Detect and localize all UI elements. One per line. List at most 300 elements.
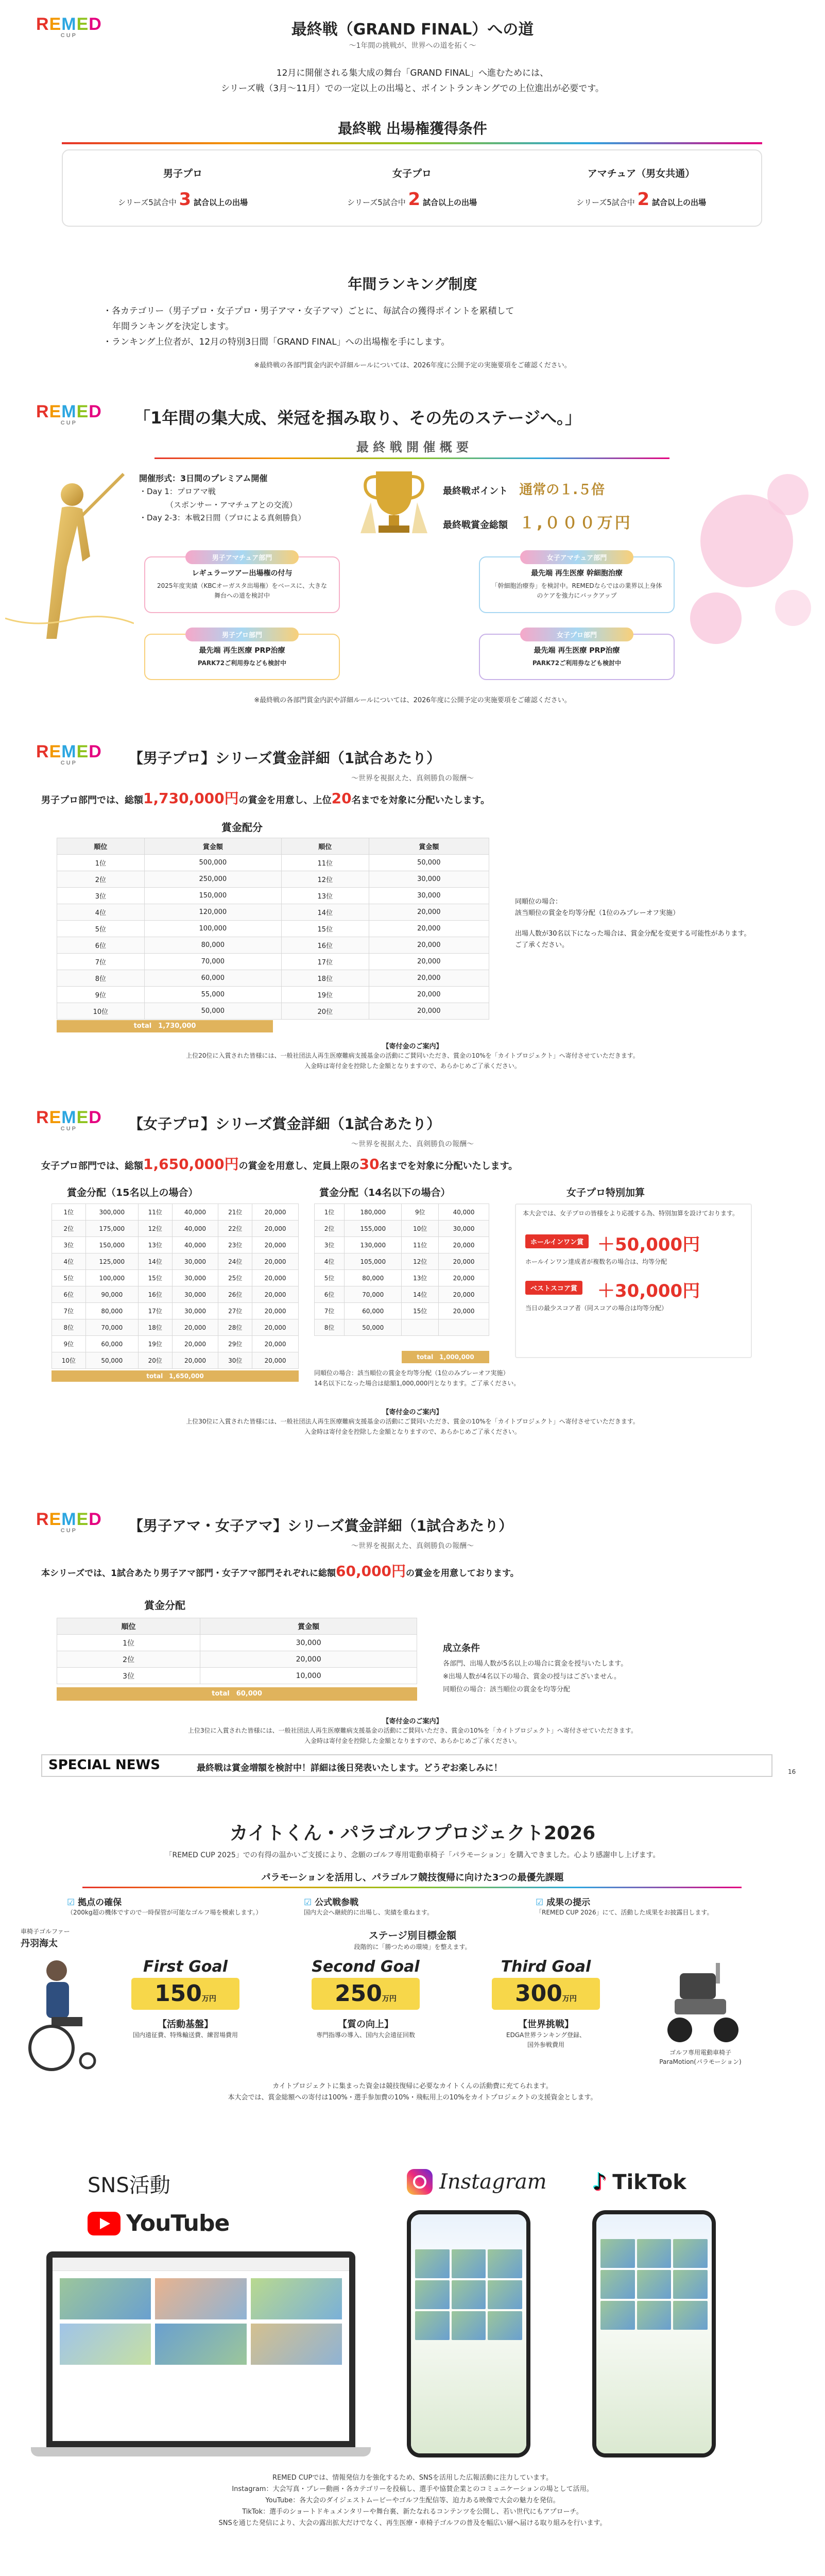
table-row: [52, 1221, 299, 1237]
table-row: [57, 987, 489, 1003]
special-news-label: SPECIAL NEWS: [48, 1757, 160, 1773]
prize-cell: 70,000: [85, 1319, 138, 1336]
table-row: [57, 937, 489, 954]
ama-total: total 60,000: [57, 1687, 417, 1701]
rank-cell: 9位: [52, 1336, 86, 1352]
women-section: [0, 1108, 825, 1499]
rank-cell: 5位: [57, 921, 145, 937]
table-row: [315, 1237, 489, 1253]
prize-cell: 150,000: [85, 1237, 138, 1253]
kaito-point-3: [536, 1895, 762, 1918]
goal-amount-box: [131, 1978, 239, 2010]
table-row: [315, 1221, 489, 1237]
men-subtitle: 〜世界を視据えた、真剣勝負の報酬〜: [351, 774, 474, 783]
women-donate-1: 上位30位に入賞された皆様には、一般社団法人再生医療難病支援基金の活動にご賛同いただき、賞金の10%を「カイトプロジェクト」へ寄付させていただきます。: [186, 1418, 639, 1425]
youtube-wordmark: YouTube: [126, 2210, 230, 2236]
rank-cell: 18位: [138, 1319, 172, 1336]
rank-cell: 4位: [315, 1253, 345, 1270]
prize-cell: 20,000: [252, 1237, 299, 1253]
women-side-note-2: 14名以下になった場合は総額1,000,000円となります。ご了承ください。: [314, 1380, 520, 1387]
person-name: 丹羽海太: [21, 1938, 58, 1949]
table-row: [57, 970, 489, 987]
men-donate-1: 上位20位に入賞された皆様には、一般社団法人再生医療難病支援基金の活動にご賛同いただき、賞金の10%を「カイトプロジェクト」へ寄付させていただきます。: [186, 1052, 639, 1059]
kaito-foot-1: カイトプロジェクトに集まった資金は競技復帰に必要なカイトくんの活動費に充てられます。: [272, 2082, 553, 2090]
men-side-3: 出場人数が30名以下になった場合は、賞金分配を変更する可能性があります。ご了承ください。: [515, 930, 751, 950]
table-row: [52, 1303, 299, 1319]
goal-line: 専門指導の導入、国内大会遠征回数: [316, 2031, 415, 2039]
bubbles-decoration-icon: [685, 464, 824, 659]
prize-cell: 50,000: [369, 855, 489, 871]
prize-cell: [439, 1319, 489, 1336]
rank-cell: 10位: [52, 1352, 86, 1369]
goal-head: 【活動基盤】: [158, 2019, 213, 2030]
final-intro-1: 12月に開催される集大成の舞台「GRAND FINAL」へ進むためには、: [276, 68, 549, 78]
prize-cell: 20,000: [369, 987, 489, 1003]
prize-cell: 70,000: [144, 954, 281, 970]
prize-cell: 30,000: [172, 1270, 218, 1286]
point-title: ☑ 成果の提示: [536, 1897, 591, 1908]
instagram-logo: [407, 2169, 547, 2195]
table-row: [52, 1204, 299, 1221]
prize-cell: 80,000: [345, 1270, 402, 1286]
rank-cell: 12位: [281, 871, 369, 888]
women-title: 【女子プロ】シリーズ賞金詳細（1試合あたり）: [129, 1115, 441, 1132]
award-pill: 女子アマチュア部門: [520, 550, 633, 564]
point-text: 「REMED CUP 2026」にて、活動した成果をお披露目します。: [536, 1909, 713, 1916]
women-table-c-title: 女子プロ特別加算: [566, 1187, 645, 1198]
rank-cell: 18位: [281, 970, 369, 987]
prize-cell: 20,000: [252, 1270, 299, 1286]
prize-cell: 30,000: [369, 888, 489, 904]
sns-section: [0, 2169, 825, 2530]
ama-table-title: 賞金分配: [144, 1599, 185, 1612]
rank-cell: 14位: [281, 904, 369, 921]
schedule-block: [139, 471, 335, 525]
sns-p3: YouTube：各大会のダイジェストムービーやゴルフ生配信等、迫力ある映像で大会の魅力を発信。: [265, 2497, 560, 2504]
paramotion-wheelchair-icon: [649, 1958, 752, 2045]
overview-headline: 「1年間の集大成、栄冠を掴み取り、その先のステージへ。」: [134, 408, 581, 428]
prize-cell: 20,000: [252, 1221, 299, 1237]
goal-line: 国外参戦費用: [527, 2041, 564, 2049]
condition-post: 試合以上の出場: [652, 198, 707, 207]
remed-cup-logo: REMED CUP: [36, 402, 102, 426]
condition-title-bar: [62, 142, 762, 144]
women-subtitle: 〜世界を視据えた、真剣勝負の報酬〜: [351, 1140, 474, 1148]
ranking-bullet: 年間ランキングを決定します。: [112, 321, 234, 332]
prize-cell: 40,000: [172, 1237, 218, 1253]
prize-cell: 20,000: [439, 1270, 489, 1286]
men-table-title: 賞金配分: [221, 821, 263, 834]
kaito-intro: 「REMED CUP 2025」での有得の温かいご支援により、念願のゴルフ専用電動車椅子「パラモーション」を購入できました。心より感謝申し上げます。: [165, 1851, 660, 1859]
condition-pre: シリーズ5試合中: [576, 198, 635, 207]
instagram-wordmark: Instagram: [439, 2170, 547, 2194]
sns-p5: SNSを通じた発信により、大会の露出拡大だけでなく、再生医療・車椅子ゴルフの普及を幅広い層へ届ける取り組みを行います。: [218, 2519, 607, 2527]
rank-cell: 12位: [138, 1221, 172, 1237]
award-text: 「幹細胞治療券」を検討中。REMEDならではの業界以上身体のケアを強力にバックアップ: [491, 582, 662, 600]
sns-p1: REMED CUPでは、情報発信力を強化するため、SNSを活用した広報活動に注力しています。: [272, 2474, 553, 2482]
condition-label: 女子プロ: [392, 168, 432, 179]
women-table-b-title: 賞金分配（14名以下の場合）: [319, 1187, 451, 1198]
women-bonus2-value: ＋30,000円: [597, 1281, 700, 1301]
women-bonus1-note: ホールインワン達成者が複数名の場合は、均等分配: [525, 1258, 667, 1265]
prize-cell: 20,000: [252, 1204, 299, 1221]
rank-cell: 1位: [57, 855, 145, 871]
women-bonus1-value: ＋50,000円: [597, 1234, 700, 1255]
goal-third: [489, 1958, 603, 2050]
prize-cell: 20,000: [369, 1003, 489, 1020]
rank-cell: 8位: [52, 1319, 86, 1336]
ama-donate-1: 上位3位に入賞された皆様には、一般社団法人再生医療難病支援基金の活動にご賛同いただき、賞金の10%を「カイトプロジェクト」へ寄付させていただきます。: [188, 1727, 637, 1734]
rank-cell: 9位: [57, 987, 145, 1003]
award-pill: 男子プロ部門: [185, 628, 299, 641]
prize-cell: 60,000: [85, 1336, 138, 1352]
women-lead: 女子プロ部門では、総額1,650,000円の賞金を用意し、定員上限の30名までを対象に分配いたします。: [41, 1156, 518, 1173]
table-row: [52, 1286, 299, 1303]
goal-first: [129, 1958, 242, 2040]
rank-cell: 14位: [138, 1253, 172, 1270]
remed-cup-logo: REMED CUP: [36, 1108, 102, 1132]
schedule-day1: ・Day 1：プロアマ戦: [139, 487, 216, 497]
women-prize-table-b: [314, 1204, 489, 1336]
prize-cell: 40,000: [172, 1204, 218, 1221]
condition-men-pro: [72, 166, 294, 210]
prize-cell: 130,000: [345, 1237, 402, 1253]
prize-cell: 20,000: [252, 1352, 299, 1369]
prize-cell: 105,000: [345, 1253, 402, 1270]
prize-cell: 20,000: [200, 1651, 417, 1668]
ranking-title: 年間ランキング制度: [348, 276, 477, 293]
table-row: [57, 1651, 417, 1668]
rank-cell: 13位: [138, 1237, 172, 1253]
goal-amount: 250: [335, 1980, 382, 2007]
instagram-icon: [407, 2169, 433, 2195]
ama-subtitle: 〜世界を視据えた、真剣勝負の報酬〜: [351, 1542, 474, 1550]
page-number: 16: [788, 1768, 796, 1775]
ranking-bullets: [103, 304, 721, 350]
prize-cell: 50,000: [345, 1319, 402, 1336]
ranking-bullet: ・ランキング上位者が、12月の特別3日間「GRAND FINAL」への出場権を手にします。: [103, 336, 450, 347]
men-donate-2: 入金時は寄付金を控除した金額となりますので、あらかじめご了承ください。: [304, 1062, 521, 1070]
prize-label: 最終戦賞金総額: [443, 520, 508, 531]
men-total: total 1,730,000: [57, 1020, 273, 1032]
table-row: [52, 1237, 299, 1253]
rank-cell: 5位: [52, 1270, 86, 1286]
person-role: 車椅子ゴルファー: [21, 1928, 70, 1935]
table-row: [57, 954, 489, 970]
award-title: 最先端 再生医療 幹細胞治療: [531, 569, 623, 578]
prize-cell: 80,000: [144, 937, 281, 954]
point-text: 国内大会へ継続的に出場し、実績を重ねます。: [304, 1909, 434, 1916]
youtube-logo: [88, 2210, 229, 2236]
prize-row: [443, 510, 632, 533]
prize-cell: 55,000: [144, 987, 281, 1003]
rank-cell: 13位: [281, 888, 369, 904]
award-title: 最先端 再生医療 PRP治療: [199, 647, 285, 655]
men-section: [0, 742, 825, 1070]
col-rank: 順位: [57, 1618, 200, 1635]
prize-cell: 50,000: [85, 1352, 138, 1369]
prize-cell: 40,000: [439, 1204, 489, 1221]
award-text: PARK72ご利用券なども検討中: [197, 659, 287, 667]
men-side-1: 同順位の場合：: [515, 898, 562, 906]
prize-cell: 155,000: [345, 1221, 402, 1237]
goal-line: EDGA世界ランキング登録、: [506, 2031, 586, 2039]
prize-cell: 120,000: [144, 904, 281, 921]
kaito-foot-2: 本大会では、賞金総額への寄付は100%・選手参加費の10%・飛転用上の10%をカイトプロジェクトの支援資金とします。: [228, 2094, 597, 2102]
prize-cell: 20,000: [252, 1336, 299, 1352]
rank-cell: 3位: [52, 1237, 86, 1253]
final-intro-2: シリーズ戦（3月〜11月）での一定以上の出場と、ポイントランキングでの上位進出が必要です。: [221, 83, 604, 94]
rank-cell: 7位: [52, 1303, 86, 1319]
final-title: 最終戦（GRAND FINAL）への道: [291, 21, 534, 39]
table-row: [52, 1352, 299, 1369]
prize-cell: 80,000: [85, 1303, 138, 1319]
laptop-base: [31, 2447, 371, 2456]
rank-cell: 2位: [57, 1651, 200, 1668]
laptop-mockup: [46, 2251, 355, 2447]
kaito-point-2: [304, 1895, 520, 1918]
goal-label: Second Goal: [312, 1958, 420, 1976]
rank-cell: 23位: [218, 1237, 252, 1253]
schedule-title: 開催形式：3日間のプレミアム開催: [139, 473, 268, 483]
rank-cell: 3位: [57, 1668, 200, 1684]
prize-cell: 20,000: [252, 1303, 299, 1319]
women-side-note: 同順位の場合：該当順位の賞金を均等分配（1位のみプレーオフ実施）: [314, 1369, 509, 1377]
tiktok-phone-mockup: [592, 2210, 716, 2458]
ama-title: 【男子アマ・女子アマ】シリーズ賞金詳細（1試合あたり）: [129, 1517, 513, 1534]
rank-cell: 7位: [315, 1303, 345, 1319]
rank-cell: 17位: [281, 954, 369, 970]
table-row: [52, 1336, 299, 1352]
table-row: [315, 1303, 489, 1319]
rank-cell: 30位: [218, 1352, 252, 1369]
ama-donate-2: 入金時は寄付金を控除した金額となりますので、あらかじめご了承ください。: [304, 1737, 521, 1744]
prize-cell: 125,000: [85, 1253, 138, 1270]
rank-cell: 3位: [57, 888, 145, 904]
condition-women-pro: [301, 166, 523, 210]
women-bonus-note: 本大会では、女子プロの皆様をより応援する為、特別加算を設けております。: [523, 1210, 739, 1217]
ama-cond-1: 各部門、出場人数が5名以上の場合に賞金を授与いたします。: [443, 1660, 628, 1668]
point-title: ☑ 公式戦参戦: [304, 1897, 359, 1908]
ama-cond-2: ※出場人数が4名以下の場合、賞金の授与はございません。: [443, 1673, 621, 1681]
condition-post: 試合以上の出場: [194, 198, 248, 207]
prize-cell: 10,000: [200, 1668, 417, 1684]
award-title: レギュラーツアー出場権の付与: [192, 569, 293, 578]
rank-cell: 22位: [218, 1221, 252, 1237]
table-row: [315, 1253, 489, 1270]
goal-label: First Goal: [143, 1958, 228, 1976]
rank-cell: 10位: [402, 1221, 439, 1237]
ama-cond-title: 成立条件: [443, 1643, 480, 1654]
rank-cell: 25位: [218, 1270, 252, 1286]
final-section: [0, 0, 825, 381]
table-row: [57, 855, 489, 871]
ama-lead: 本シリーズでは、1試合あたり男子アマ部門・女子アマ部門それぞれに総額60,000円の賞金を用意しております。: [41, 1563, 519, 1580]
prize-cell: 20,000: [439, 1303, 489, 1319]
award-title: 最先端 再生医療 PRP治療: [534, 647, 620, 655]
condition-label: 男子プロ: [163, 168, 202, 179]
prize-cell: 20,000: [369, 937, 489, 954]
rank-cell: [402, 1319, 439, 1336]
goal-amount-box: [312, 1978, 420, 2010]
men-lead: 男子プロ部門では、総額1,730,000円の賞金を用意し、上位20名までを対象に分配いたします。: [41, 790, 490, 807]
prize-cell: 20,000: [172, 1319, 218, 1336]
goal-amount: 150: [154, 1980, 202, 2007]
check-icon: ☑: [67, 1897, 75, 1908]
rank-cell: 8位: [57, 970, 145, 987]
check-icon: ☑: [304, 1897, 312, 1908]
points-label: 最終戦ポイント: [443, 486, 508, 497]
goal-unit: 万円: [382, 1995, 397, 2003]
kaito-sub: パラモーションを活用し、パラゴルフ競技復帰に向けた3つの最優先課題: [261, 1872, 564, 1883]
table-row: [57, 1003, 489, 1020]
women-donate-2: 入金時は寄付金を控除した金額となりますので、あらかじめご了承ください。: [304, 1428, 521, 1435]
points-row: [443, 479, 605, 498]
award-text: PARK72ご利用券なども検討中: [532, 659, 622, 667]
women-total-a: total 1,650,000: [51, 1370, 299, 1382]
award-text: 2025年度実績（KBCオーガスタ出場権）をベースに、大きな舞台への道を検討中: [157, 582, 327, 600]
final-note: ※最終戦の各部門賞金内訳や詳細ルールについては、2026年度に公開予定の実施要項をご確認ください。: [254, 362, 571, 369]
goal-line: 国内遠征費、特殊輸送費、練習場費用: [132, 2031, 238, 2039]
prize-cell: 100,000: [85, 1270, 138, 1286]
men-side-2: 該当順位の賞金を均等分配（1位のみプレーオフ実施）: [515, 909, 680, 918]
col-prize: 賞金額: [369, 838, 489, 855]
rank-cell: 27位: [218, 1303, 252, 1319]
amateur-section: [0, 1510, 825, 1798]
rank-cell: 2位: [52, 1221, 86, 1237]
prize-cell: 50,000: [144, 1003, 281, 1020]
rank-cell: 1位: [57, 1635, 200, 1651]
prize-cell: 20,000: [252, 1319, 299, 1336]
overview-title: 最 終 戦 開 催 概 要: [356, 440, 469, 454]
prize-cell: 30,000: [172, 1253, 218, 1270]
col-rank: 順位: [281, 838, 369, 855]
award-pill: 女子プロ部門: [520, 628, 633, 641]
rank-cell: 17位: [138, 1303, 172, 1319]
women-bonus1-label: ホールインワン賞: [525, 1234, 589, 1248]
prize-cell: 40,000: [172, 1221, 218, 1237]
rank-cell: 15位: [138, 1270, 172, 1286]
final-condition-title: 最終戦 出場権獲得条件: [338, 120, 487, 137]
tiktok-icon: ♪: [592, 2169, 607, 2195]
rank-cell: 15位: [281, 921, 369, 937]
prize-cell: 100,000: [144, 921, 281, 937]
rank-cell: 26位: [218, 1286, 252, 1303]
prize-value: １,０００万円: [519, 514, 632, 532]
rank-cell: 11位: [281, 855, 369, 871]
goal-second: [309, 1958, 422, 2040]
kaito-section: [0, 1819, 825, 2190]
rank-cell: 12位: [402, 1253, 439, 1270]
schedule-day23: ・Day 2-3：本戦2日間（プロによる真剣勝負）: [139, 513, 306, 523]
machine-caption-1: ゴルフ専用電動車椅子: [669, 2049, 731, 2056]
condition-num: 2: [637, 189, 650, 210]
col-prize: 賞金額: [144, 838, 281, 855]
condition-num: 2: [408, 189, 421, 210]
prize-cell: 20,000: [439, 1286, 489, 1303]
rank-cell: 20位: [138, 1352, 172, 1369]
condition-amateur: [530, 166, 752, 210]
point-title: ☑ 拠点の確保: [67, 1897, 122, 1908]
rank-cell: 21位: [218, 1204, 252, 1221]
rank-cell: 2位: [315, 1221, 345, 1237]
condition-pre: シリーズ5試合中: [347, 198, 406, 207]
kaito-point-1: [67, 1895, 294, 1918]
rank-cell: 6位: [52, 1286, 86, 1303]
ama-prize-table: [57, 1618, 417, 1684]
prize-cell: 20,000: [369, 970, 489, 987]
women-prize-table-a: [51, 1204, 299, 1369]
rank-cell: 24位: [218, 1253, 252, 1270]
prize-cell: 60,000: [345, 1303, 402, 1319]
men-donate-title: 【寄付金のご案内】: [382, 1043, 443, 1050]
table-row: [57, 921, 489, 937]
table-row: [315, 1286, 489, 1303]
rank-cell: 7位: [57, 954, 145, 970]
rank-cell: 4位: [52, 1253, 86, 1270]
prize-cell: 90,000: [85, 1286, 138, 1303]
rank-cell: 2位: [57, 871, 145, 888]
rank-cell: 9位: [402, 1204, 439, 1221]
goal-unit: 万円: [562, 1995, 577, 2003]
rank-cell: 19位: [138, 1336, 172, 1352]
instagram-phone-mockup: [407, 2210, 530, 2458]
table-row: [315, 1270, 489, 1286]
goal-amount-box: [492, 1978, 600, 2010]
prize-cell: 180,000: [345, 1204, 402, 1221]
award-pill: 男子アマチュア部門: [185, 550, 299, 564]
ama-cond-3: 同順位の場合：該当順位の賞金を均等分配: [443, 1686, 571, 1693]
men-side-notes: [515, 896, 752, 951]
overview-title-bar: [154, 457, 669, 459]
table-row: [315, 1204, 489, 1221]
women-total-b: total 1,000,000: [402, 1351, 489, 1363]
rank-cell: 14位: [402, 1286, 439, 1303]
condition-num: 3: [179, 189, 192, 210]
prize-cell: 20,000: [172, 1336, 218, 1352]
wheelchair-golfer-icon: [15, 1955, 103, 2074]
remed-cup-logo: REMED CUP: [36, 742, 102, 766]
prize-cell: 500,000: [144, 855, 281, 871]
table-row: [315, 1319, 489, 1336]
prize-cell: 20,000: [252, 1253, 299, 1270]
prize-cell: 70,000: [345, 1286, 402, 1303]
goal-head: 【世界挑戦】: [518, 2019, 574, 2030]
kaito-title: カイトくん・パラゴルフプロジェクト2026: [229, 1823, 596, 1844]
rank-cell: 13位: [402, 1270, 439, 1286]
table-row: [52, 1319, 299, 1336]
special-news-bar: [41, 1754, 772, 1777]
rank-cell: 10位: [57, 1003, 145, 1020]
schedule-day1-note: （スポンサー・アマチュアとの交流）: [166, 500, 297, 510]
youtube-play-icon: [88, 2212, 121, 2235]
table-row: [57, 871, 489, 888]
rank-cell: 6位: [57, 937, 145, 954]
rank-cell: 3位: [315, 1237, 345, 1253]
rank-cell: 5位: [315, 1270, 345, 1286]
rank-cell: 19位: [281, 987, 369, 1003]
prize-cell: 300,000: [85, 1204, 138, 1221]
prize-cell: 30,000: [439, 1221, 489, 1237]
men-prize-table: [57, 838, 489, 1020]
kaito-title-bar: [82, 1887, 742, 1888]
table-row: [52, 1253, 299, 1270]
remed-cup-logo: REMED CUP: [36, 14, 102, 39]
goal-amount: 300: [515, 1980, 562, 2007]
rank-cell: 6位: [315, 1286, 345, 1303]
rank-cell: 1位: [52, 1204, 86, 1221]
sns-title: SNS活動: [88, 2174, 170, 2197]
